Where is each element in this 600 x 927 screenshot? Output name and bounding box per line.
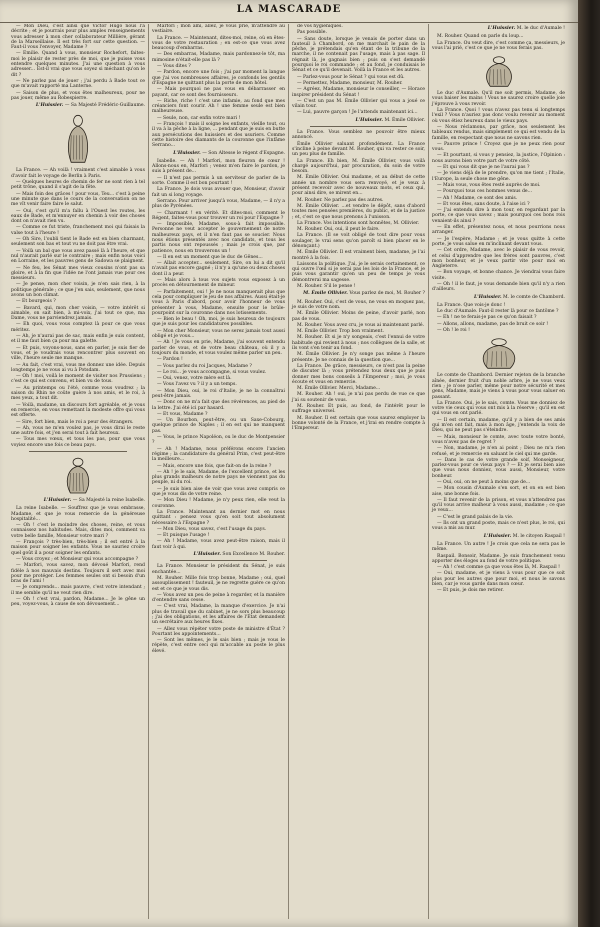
paragraph: — Vous dites ? — [157, 64, 191, 70]
paragraph: M. Rouher. Il est certain que vous saurez employer la bonne volonté de la France, et j'irai en rendre compte à l'Empereur. — [292, 415, 425, 432]
paragraph: — Mais, encore une fois, que fait-on de la reine ? — [157, 463, 272, 469]
column-1 — [8, 24, 148, 919]
paragraph: La France. Monsieur le président du Sénat, je suis enchantée... — [152, 564, 285, 575]
speaker-label: L'Huissier. — [355, 117, 383, 123]
illustration-king — [61, 111, 95, 165]
paragraph: — François ? très-bien, très-bien ; il est entré à la maison pour soigner les enfants. Vous ne sauriez croire quel goût il a pour soigner les enfants. — [11, 540, 145, 556]
paragraph: M. Émile Ollivier. ...et vendre le dépôt, sans d'abord toutes mes pensées premières, du public, et de la justice ; et, c'est ce que nous prenons à l'unisson. — [292, 203, 425, 220]
paragraph: — Seule, non, car enfin votre mari ! — [157, 115, 241, 121]
speaker-announcement — [152, 552, 285, 557]
illustration-comte — [471, 336, 527, 370]
paragraph: — Mon Dieu, oui, le roi d'Italie, je ne la connaîtrai peut-être jamais. — [152, 388, 285, 399]
paragraph: Émile Ollivier saluant profondément. La France s'incline à peine devant M. Rouher, qui va rester ce soir, un peu plus de famille. — [292, 141, 425, 158]
paragraph: — Cet ordre, Madame, avec le plaisir de vous revoir, et celui d'apprendre que les frères sont pauvres, c'est mon bonheur, et je veux partir vite pour moi en Angleterre. — [432, 248, 565, 270]
paragraph: — Oui, c'est qu'il m'a fallu à l'Ouest les routes, les eaux de Bade, et m'ennuyer en chemin à voir des choses dont on n'avait rien vu. — [11, 208, 145, 225]
paragraph: — Parfaitement, oui ! Je ne nous manquerait plus que cela pour compliquer le jeu de nos affaires. Aussi était-je vous à Paris d'abord, pour avoir l'honneur de vous présenter à vous, Madame, ensuite pour le brûle-pourpoint sur la couronne dans nos lotissements. — [152, 289, 285, 316]
column-4 — [428, 24, 568, 919]
announcement-text: Son Excellence M. Rouher. — [222, 552, 285, 558]
paragraph: — Voilà, madame, un discours fort agréable, et je vous en remercie, en vous remettant la modeste offre qui vous est offerte. — [11, 402, 145, 419]
paragraph: M. Rouher. Et puis, au fond, de l'intérêt pour le suffrage universel. — [292, 404, 425, 415]
paragraph: — Eh quoi, vous vous comptez là pour ce que vous méritez. — [11, 322, 145, 333]
paragraph: — Ah ! Je vous en prie, Madame, j'ai souvent entendu parler de vous, et de votre beau château, où il y a toujours du monde, et vous voulez même parler un peu. — [152, 340, 285, 356]
announcement-text: — Son Altesse le régent d'Espagne. — [202, 150, 285, 156]
paragraph: — Mon Dieu ! Madame, je n'y peux rien, elle veut la couronne. — [152, 498, 285, 509]
paragraph: — Pourquoi tous ces hommes venus de... — [437, 189, 533, 195]
paragraph: — Mon Dieu, vous savez, c'est l'usage du pays. — [157, 526, 267, 532]
paragraph: — Et pourtant, si vous y pensiez, la justice, l'Opinion : nous aurons bien votre part de votre côté. — [432, 153, 565, 164]
paragraph: — Ah ! Madame, ce sont des amis. — [437, 195, 518, 201]
paragraph: M. Rouher. Vous avez cru, je vous ai maintenant parlé. — [297, 322, 425, 328]
paragraph: — Voilà un bal que vous avez passé là à l'heure, et que nul n'aurait parlé sur le contraire ; mais enfin nous voici en Lorraine, et les pauvres gens de Sadowa se plaignent. — [11, 248, 145, 265]
speaker-label: L'Huissier. — [35, 103, 64, 109]
paragraph: — Bon voyage, et bonne chance. Je viendrai vous faire visite. — [432, 270, 565, 281]
paragraph: La France. Ou veut dire, c'est comme ça, messieurs, je vous l'ai prié, c'est ce que je ne vous ferais pas. — [432, 40, 565, 51]
paragraph: — Oh ! il le faut, je vous demande bien qu'il n'y a rien d'ailleurs. — [432, 281, 565, 293]
figure-head — [493, 57, 504, 64]
paragraph: La France. Je dois vous avouer que, Monsieur, d'avoir fait un si long voyage. — [152, 187, 285, 198]
paragraph: M. Émile Ollivier. Je n'y songe pas même à l'heure présente. Je ne connais de la question que... — [292, 352, 425, 363]
paragraph: — Permettez, Madame, monsieur, M. Rouher. — [297, 80, 403, 86]
paragraph: — Mon Dieu, c'est ainsi que Victor Hugo nous l'a décrite ; et je pourrais pour plus amples renseignements vous adresser à mon cher collaborateur Millière, gérant de la Marseillaise. Il est très fort sur cette question. — Faut-il vous l'envoyer, Madame ? — [11, 24, 145, 51]
paragraph: M. Émile Ollivier. Trop bon vraiment. — [297, 329, 384, 335]
speaker-announcement — [152, 151, 285, 156]
paragraph: Isabelle. — Ah ! Marfori, mon fleuron de cœur ! Allons-nous en, Marfori ; venez m'en faire le pardon, je suis à présent de... — [152, 158, 285, 175]
paragraph: — Au fait, c'est vrai, vous me donnez une idée. Depuis longtemps je ne vous ai vu à Potsdam. — [11, 362, 145, 373]
paragraph: — Ah, vous ne m'en voulez pas, je vous dirai le reste une autre fois, et j'en serai tout à fait heureux. — [11, 425, 145, 437]
paragraph: — Ah ! Madame, vous avez peut-être raison, mais il faut voir à qui. — [152, 539, 285, 550]
paragraph: La France. Maintenant au dernier mot en nous quittant : pensez vous qu'en soit tout absolument nécessaire à l'Espagne ? — [152, 509, 285, 526]
paragraph: — Je viens déjà de le prendre, qu'on me tient ; l'Italie, l'Europe, la seule chose me gêne. — [432, 171, 565, 182]
paragraph: — Et puisque l'usage ! — [157, 533, 210, 539]
paragraph: — Marfori, vous savez, mon dévoué Marfori, rend fidèle à nos mauvais destins. Toujours il sert avec moi pour me protéger. Les femmes seules ont si besoin d'un bras de l'ami ! — [11, 563, 145, 585]
paragraph: — Emilie. Quand à vous, monsieur Rochefort, faites-moi le plaisir de rester près de moi, que je puisse vous entendre quelques minutes. J'ai une question à vous adresser... Est-il vrai que vous soyez si méchant qu'on le dit ? — [11, 51, 145, 78]
paragraph: — Bien le beau ! Oh, moi, je suis heureux de toujours que je suis pour les candidatures possibles. — [152, 317, 285, 328]
paragraph: — Mon cher Monsieur, vous ne serez jamais tout aussi obligé et je vous... — [152, 328, 285, 340]
paragraph: — Lui, pauvre garçon ! Je l'attends maintenant ici... — [297, 110, 418, 116]
paragraph: — Ah ! c'est comme ça que vous êtes là, M. Raspail ! — [437, 565, 560, 571]
paragraph: La France. Vos intentions sont honnêtes, M. Ollivier. — [297, 220, 420, 226]
speaker-announcement — [292, 291, 425, 296]
announcement-text: M. Émile Ollivier. — [384, 117, 425, 123]
page-fold-edge — [578, 0, 600, 927]
announcement-text: Vous parlez de moi, M. Rouher ? — [349, 291, 425, 297]
paragraph: M. Rouher. Et si je n'y songeais, c'est l'ennui de votre habitude qui revient à nous ; nos collègues de la salle, et ils vont s'en tenir au fond. — [292, 335, 425, 352]
paragraph: M. Émile Ollivier. Merci, Madame... — [297, 386, 381, 392]
paragraph: — Ils ont un grand poste, mais ce n'est plus, le roi, qui vous a mis au mur. — [432, 521, 565, 532]
paragraph: — Mais alors à tous vos sujets vous exposez à un procès en détournement de mineur. — [152, 278, 285, 289]
paragraph: — Ah ! je le sais, Madame, de l'excellent prince, et les plus grands malheurs de notre pays ne viennent pas du peuple, ni du roi. — [152, 469, 285, 486]
paragraph: M. Rouher. Quand on parle du loup... — [437, 34, 524, 40]
paragraph: M. Rouher. S'il le pense ! — [297, 284, 356, 290]
paragraph: Pas possible. — [297, 30, 327, 36]
paragraph: — Vous avez un peu de peine à regarder, et la manière d'entendre sans cesse. — [152, 592, 285, 604]
paragraph: M. Rouher. Mille fois trop bonne, Madame ; oui, quel assouplissement ! fauteuil, je ne regrette guère ce qu'on est et ce que je vous dis. — [152, 575, 285, 592]
paragraph: — Et bourgeois ? — [16, 299, 56, 305]
paragraph: — Sont les mêmes, je le sais bien ; mais je vous le répète, c'est entre ceci qui m'accable au poste le plus élevé. — [152, 638, 285, 654]
paragraph: — Ne feu, les Sénat mes vieux cousins n'ont pas sa gloire, et à la fin que l'idée ne l'ont jamais vue pour ces messieurs. — [11, 265, 145, 282]
speaker-label: L'Huissier. — [43, 498, 72, 503]
announcement-text: M. le comte de Chambord. — [503, 294, 565, 300]
paragraph: — En effet, présentez nous, et nous pourrions nous arranger. — [432, 225, 565, 236]
paragraph: — Je comprends... mais pauvre, c'est votre intendant ; il me semble qu'il ne veut rien dire. — [11, 585, 145, 596]
paragraph: — Quelques heures de chemin de fer ne sont rien à tel petit trône, quand il s'agit de la fête. — [11, 180, 145, 191]
paragraph: — Allait accepter... seulement, Sire, on lui a dit qu'il n'avait pas encore gagné ; il n'y a qu'une ou deux choses dont il a peur. — [152, 261, 285, 277]
paragraph: — Et puis, voyons-nous, sans en parler, je suis fier de vous, et je voudrais vous rencontrer plus souvent en ville, l'heure seule me manque. — [11, 345, 145, 362]
paragraph: de vos hygiéniques. — [297, 24, 343, 29]
paragraph: — Riche, riche ! c'est une infamie, au fond que mes créanciers font courir. Ah ! une femme seule est bien malheureuse. — [152, 98, 285, 115]
paragraph: La France. — Maintenant, dites-moi, reine, où en êtes-vous de votre restauration ; en est-ce que vous avez beaucoup d'embarras. — [152, 35, 285, 52]
speaker-label: M. Émile Ollivier. — [303, 291, 348, 297]
paragraph: La France. — Ah voilà ! vraiment c'est aimable à vous d'avoir fait le voyage de Berlin à Paris. — [11, 168, 145, 179]
paragraph: — Mais, monsieur le comte, avec toute votre bonté, vous n'avez pas de regret ? — [432, 434, 565, 445]
section-divider — [29, 451, 127, 452]
paragraph: — François ! mais il soigne les enfants, vieille tout, ou il va à la pêche à la ligne, ... pendant que je suis en butte aux persécutions des huissiers et des usuriers. Comme cette histoire des diamants de la couronne que l'infâme Serrano... — [152, 122, 285, 149]
speaker-announcement — [11, 498, 145, 503]
paragraph: Marfori ; mon ami, allez, je vous prie, m'attendre au vestiaire. — [152, 24, 285, 35]
paragraph: — Donc on ne m'a fait que des révérences, au pied de la lettre. J'ai été ici par hasard. — [152, 400, 285, 411]
paragraph: Le duc d'Aumale. Faut-il rester là pour ce fantôme ? — [437, 309, 559, 315]
figure-body — [67, 466, 88, 493]
figure-head — [74, 116, 83, 127]
paragraph: — Sire, fort bien, mais le roi a peur des étrangers. — [16, 419, 134, 425]
paragraph: — Sans doute, lorsque je venais de porter dans un fauteuil à Chambord, on me marchait le pain de la pêche, je prétendais qu'en étant de la tribune de la marche, il ne contenait pas l'usage, mais à pas sage. Il régnait là, je gagnais bien ; puis on s'est demandé pourquoi le roi commande ; et au fond, je conduisais le Sénat et ce qu'il devenait. Voilà la France et les autres. — [292, 36, 425, 74]
section-divider — [310, 126, 407, 127]
paragraph: — Parlez-vous pour le Sénat ? qui vous est dû. — [297, 74, 405, 80]
section-divider — [170, 560, 267, 561]
paragraph: — Vous, le prince Napoléon, ou le duc de Montpensier ? — [152, 435, 285, 446]
paragraph: M. Rouher. Ne parlez pas des autres. — [297, 197, 384, 203]
paragraph: — Pardon, encore une fois ; j'ai par moment la langue que j'ai vos nombreuses affaires, je confonds les gentils d'Espagne ne quittant plus la porte de mon hôtel. — [152, 70, 285, 86]
paragraph: — Oh ! c'est le moindre des choses, reine, et vous connaissez nos habitudes. Mais, dites moi, comment va votre belle famille, Monsieur votre mari ? — [11, 523, 145, 539]
paragraph: — Oui, venez, votre mère est là. — [157, 376, 232, 382]
paragraph: — Bavard, qui, mon cher voisin, — votre intérêt si aimable, on sait bien, à mi-voix, j'ai tout ce que, ma Dame, vous ne parviendrez jamais. — [11, 305, 145, 322]
paragraph: La France. Un autre ! Je crois que cela ne sera pas le même. — [432, 541, 565, 553]
paragraph: — Mais pourquoi ne pas vous en débarrasser en payant, car ce sont des fournisseurs. — [152, 87, 285, 98]
paragraph: — C'est le grand palais de la vie. — [437, 514, 514, 520]
paragraph: Serrano. Pour arriver jusqu'à vous, Madame, — il n'y a plus de Pyrénées. — [152, 198, 285, 210]
paragraph: — Il en est un moment que le duc de Gênes... — [157, 254, 263, 260]
paragraph: — Charmant ! en vérité. Et dites-moi, comment le Régent, faites-vous pour trouver un roi pour l'Espagne ? — [152, 210, 285, 221]
speaker-label: L'Huissier. — [193, 552, 221, 558]
paragraph: — Allez vous répéter votre poste de ministre d'État ? Pourtant les appointements... — [152, 626, 285, 637]
paragraph: — Oh ! c'est vrai, pardon, Madame... Je le gêne un peu, voyez-vous, à cause de son dévouement... — [11, 597, 145, 608]
paragraph: — Tous mes vœux, et tous les pas, pour que vous voyiez encore une fois ce beau pays. — [11, 437, 145, 448]
paragraph: La France. Oui, je le sais, comte. Vous me donniez de votre vie ceux qui vous ont mis à la réserve ; qu'il en est qui vous en ont parlé. — [432, 400, 565, 417]
announcement-text: — Sa Majesté Frédéric-Guillaume. — [64, 103, 145, 109]
column-2 — [148, 24, 288, 919]
speaker-label: L'Huissier. — [474, 294, 502, 300]
paragraph: — Un Bourbon, peut-être, ou un Saxe-Cobourg, quelque prince de Naples ; il en est qui ne manquent pas. — [152, 418, 285, 434]
paragraph: — Au printemps ou l'été, comme vous voudrez ; la saison du Rhin ne coûte guère à nos amis, et le roi, à mes yeux, a tout dit. — [11, 385, 145, 402]
paragraph: — Oui, madame, et je viens à vous pour que ce soit plus pour les autres que pour moi, et nous le savons bien, car je vous garde dans mon cœur. — [432, 571, 565, 588]
column-3 — [288, 24, 428, 919]
illustration-duke — [477, 54, 521, 88]
paragraph: — J'ai entendu dire à mon tour, en regardant par la porte, ce que vous savez ; mais pourquoi ces bons rois venaient-ils ainsi ? — [432, 208, 565, 224]
paragraph: — Oui, oui, on ne peut à moins que de... — [437, 480, 531, 485]
paragraph: La France. Quoi ! vous n'avez pas tenu si longtemps l'exil ? Vous n'auriez pas donc voulu revenir au moment où vous étiez heureux dans le vieux pays. — [432, 108, 565, 124]
paragraph: — Non, madame, je n'en ai point ; Dieu ne m'a rien refusé, et je remercie en saluant le ciel qui me garde. — [432, 446, 565, 457]
paragraph: La France. Eh bien, M. Émile Ollivier, vous voilà chargé aujourd'hui, par procuration, du soin de votre besoin. — [292, 158, 425, 175]
paragraph: — Il n'est pas permis à un serviteur de parler de la sorte. Comme il est bon pourtant ! — [152, 175, 285, 187]
paragraph: — Et vous, Madame ? — [157, 411, 208, 417]
paragraph: — Impossible, Madame, sous-à fait impossible. Personne ne veut accepter le gouvernement de notre malheureux pays, et il n'en faut pas se soucier. Nous nous étions présentés avec nos candidats, et tous les partis nous ont repoussés ; mais je crois que, par patience, nous en trouverons un ! — [152, 222, 285, 254]
paragraph: M. Émile Ollivier. Moins de peine, d'avoir parlé, non pas de vous. — [292, 311, 425, 322]
paragraph: La reine Isabelle. — Souffrez que je vous embrasse, Madame, et que je vous remercie de la généreuse hospitalité... — [11, 506, 145, 522]
paragraph: — Et puis, je dois me retirer. — [437, 588, 504, 594]
speaker-announcement — [11, 103, 145, 108]
paragraph: — Pardon ! — [157, 357, 183, 363]
speaker-announcement — [432, 534, 565, 539]
paragraph: — Eh ! ne te ferais-je pas ce qu'on faisait ? — [437, 315, 537, 321]
paragraph: — Oh Sire, l'oubli tient le Bade est en bien charmant, seulement son bas et tout vu ne doit pas être vrai. — [11, 237, 145, 248]
paragraph: — C'est vrai, Madame, la manque d'exercice. Je n'ai plus de travail que du cabinet, je ne sors plus beaucoup ; j'ai des obligations, et les affaires de l'État demandent un secrétaire aux heures fixes. — [152, 604, 285, 626]
paragraph: M. Rouher. Ah ! oui, je n'ai pas perdu de vue ce que j'ai su soutenir de vous. — [292, 392, 425, 403]
paragraph: — Ah ! Madame, nous préférons encore l'ancien régime ; la candidature du général Prim, c'est peut-être la meilleure... — [152, 446, 285, 463]
paragraph: — Nous réclamons, par grâce, nos seulement les tableaux rendus, mais simplement ce qui est vendu de la famille, en respectant que nous ne savons rien. — [432, 124, 565, 141]
paragraph: M. Rouher. Oui, oui, il peut le faire. — [297, 227, 380, 233]
paragraph: — Agréez, Madame, monsieur le conseiller, — Horace inspirer président du Sénat ! — [292, 87, 425, 98]
paragraph: — Pauvre prince ! Croyez que je ne peux rien pour vous. — [432, 141, 565, 153]
figure-body — [483, 346, 515, 369]
figure-body — [486, 64, 511, 87]
paragraph: — Il faut revenir de la prison, et vous n'attendrez pas qu'il vous arrive malheur à vous aussi, madame ; ce que je veux... — [432, 497, 565, 514]
speaker-label: L'Huissier. — [483, 533, 512, 539]
figure-head — [73, 458, 83, 466]
paragraph: La France. (Il se voit obligé de tout dire pour vous soulager, le vrai sens qu'on paroît si bien placer en le dénonçant.) — [292, 233, 425, 249]
paragraph: La France. De grâce, messieurs, ce n'est pas la peine de discuter là ; vous prétendez tous deux que je puis donner mes bons conseils à l'Empereur ; moi, je vous écoute et vous en remercie. — [292, 363, 425, 385]
paragraph: — Ne parlez pas de jouer ; j'ai perdu à Bade tout ce que m'avait rapporté ma Lanterne. — [11, 78, 145, 90]
paragraph: — Oh ! moi, voilà le moment de visiter nos Prussiens ; c'est ce qui est convenu, et bien vu de tous. — [11, 374, 145, 385]
paragraph: — Mon cousin d'Aumale s'en sort, et on en est bien aise, une bonne fois. — [432, 486, 565, 497]
paragraph: M. Émile Ollivier. Il est vraiment bien, madame, je l'ai montré à la fois. — [292, 250, 425, 261]
columns — [8, 24, 570, 919]
paragraph: — Je suis bien aise de voir que vous avez compris ce que je vous dis de votre reine. — [152, 486, 285, 498]
paragraph: — Mais foin des grâces ! pour vous, Teu... c'est à peine une minute que dans le cours de la conversation on ne me vît venir faire faire le salut. — [11, 191, 145, 208]
figure-body — [68, 127, 87, 163]
paragraph: — Oh ! le roi ! — [437, 328, 470, 334]
announcement-text: — Sa Majesté la reine Isabelle. — [72, 498, 145, 503]
paragraph: — Et vous êtes, sans doute, à l'aise ici ? — [437, 201, 530, 207]
paragraph: — Dans le cas de votre grande soif, Monseigneur, parlez-vous pour ce vieux pays ? — Et je serai bien aise que vous nous donniez, vous aussi, Monsieur, votre bonheur. — [432, 457, 565, 479]
paragraph: — Mais vous, vous êtes resté auprès de moi. — [437, 182, 541, 188]
paragraph: — Vous l'avez vu ? il y a un temps. — [157, 382, 237, 388]
masthead — [0, 0, 578, 23]
paragraph: — Comme ce fut triste, franchement moi qui faisais la valse tout à l'heure ! — [11, 225, 145, 236]
speaker-announcement — [292, 118, 425, 123]
masthead-title: LA MASCARADE — [236, 4, 342, 15]
paragraph: — C'est un pas M. Émile Ollivier qui vous a joué ce vilain tour. — [292, 98, 425, 110]
speaker-label: L'Huissier. — [487, 26, 516, 31]
paragraph: Laissons la politique. J'ai, je le serais certainement, ce qui ouvre l'œil si je serai pas les lois de la France, et je puis vous garantir qu'en un peu de temps je vous démontrerai ma sagesse. — [292, 261, 425, 283]
paragraph: — Vous croyez ; et Monsieur qui vous accompagne ? — [16, 556, 139, 562]
paragraph: — Saison de plus, et vous êtes malheureux, pour ne pas jouer, même au Robespierre. — [11, 90, 145, 101]
paragraph: Le duc d'Aumale. Qu'il me soit permis, Madame, de vous baiser les mains ! Vous ne saurez croire quelle joie j'éprouve à vous revoir. — [432, 91, 565, 107]
paragraph: — Ah, je n'aurai pas de sac, mais enfin je suis content, et il me faut bien ça pour ma galette. — [11, 334, 145, 345]
paragraph: Le comte de Chambord. Dernier rejeton de la branche aînée, dernier fruit d'un noble arbre, je ne vous veux rien ; je n'ose parler, même pour notre sécurité et mes gens, Madame, mais je viens à vous pour vous saluer en passant. — [432, 373, 565, 400]
figure-head — [491, 339, 506, 346]
paragraph: — Le roi... je vous accompagne, si vous voulez. — [157, 369, 267, 375]
paragraph: — Je l'espère, Madame ; et je vous quitte à cette porte, je vous salue en m'inclinant devant vous. — [432, 236, 565, 247]
paragraph: M. Rouher. Oui, c'est de vous, ne vous en moquez pas, je suis de votre nom. — [292, 299, 425, 310]
paragraph: — Des embarras, Madame, mais pardonnez-le tôt, ma mimosine n'était-elle pas là ? — [152, 52, 285, 63]
paragraph: La France. Vous semblez ne pouvoir être mieux annoncé. — [292, 130, 425, 141]
announcement-text: M. le citoyen Raspail ! — [512, 533, 565, 539]
paragraph: — Je pense, mon cher voisin, je n'en sais rien, à la politique générale ; ce que j'en sais, seulement, que nous avons un bon climat. — [11, 282, 145, 298]
paragraph: Raspail. Bonsoir, Madame. Je suis franchement venu apporter des éloges au fond de votre politique. — [432, 553, 565, 564]
paragraph: — Il est certain, madame, qu'il y a bien de ses amis qui m'en ont fait, mais à mon âge, j'entends la voix de Dieu, qui ne peut pas s'éteindre. — [432, 417, 565, 434]
paragraph: — Allons, allons, madame, pas de bruit ce soir ! — [437, 321, 549, 327]
speaker-label: L'Huissier. — [173, 150, 201, 156]
speaker-announcement — [432, 26, 565, 31]
paragraph: — Et qui vous dit que je ne l'aurai pas ? — [437, 165, 530, 171]
illustration-queen-isabelle — [59, 455, 97, 495]
announcement-text: M. le duc d'Aumale ! — [516, 26, 565, 31]
paragraph: — Vous parlez du roi Jacques, Madame ? — [157, 363, 252, 369]
speaker-announcement — [432, 295, 565, 300]
paragraph: M. Émile Ollivier. Oui madame, et au début de cette année un nombre vous sera renvoyé, et je veux à présent recevoir avec de nouveaux mots, et ceux qui, pour ainsi dire, se mirent en... — [292, 175, 425, 197]
paragraph: La France. Que vois-je donc ! — [437, 302, 506, 308]
